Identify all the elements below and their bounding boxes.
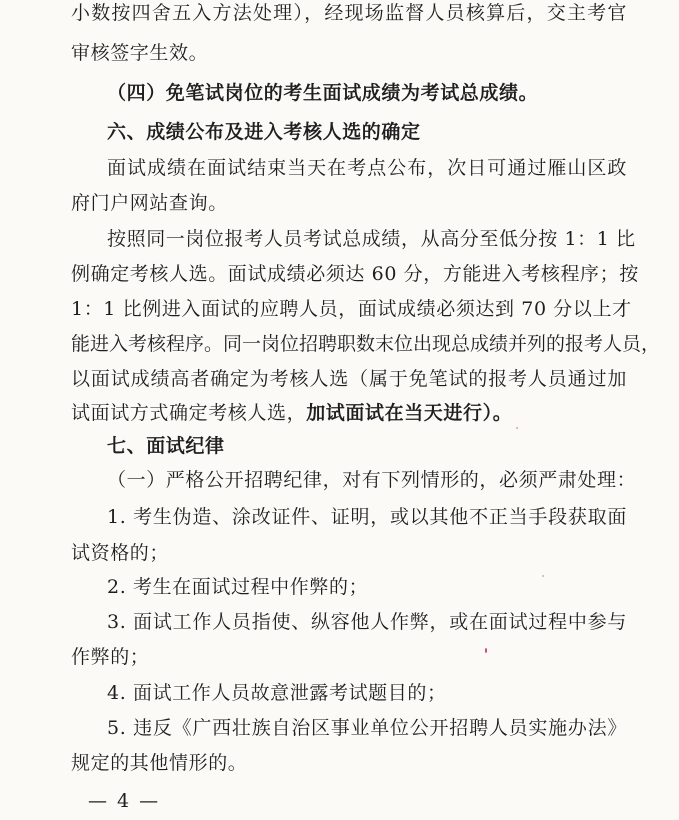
paragraph-line: 审核签字生效。 <box>71 42 209 64</box>
paragraph-line: 面试成绩在面试结束当天在考点公布，次日可通过雁山区政 <box>107 157 627 179</box>
ink-speck <box>516 427 518 429</box>
paragraph-line: 1：1 比例进入面试的应聘人员，面试成绩必须达到 70 分以上才 <box>71 298 632 320</box>
section-seven-heading: 七、面试纪律 <box>107 435 225 457</box>
paragraph-line: 例确定考核人选。面试成绩必须达 60 分，方能进入考核程序；按 <box>71 263 639 285</box>
list-item-line: 1. 考生伪造、涂改证件、证明，或以其他不正当手段获取面 <box>107 506 627 528</box>
paragraph-line: 能进入考核程序。同一岗位招聘职数末位出现总成绩并列的报考人员， <box>71 333 661 355</box>
ink-speck <box>542 575 544 577</box>
list-item-line: 作弊的； <box>71 646 150 668</box>
list-item-line: 4. 面试工作人员故意泄露考试题目的； <box>107 682 447 704</box>
bold-emphasis-text: 加试面试在当天进行）。 <box>306 402 513 424</box>
subsection-four-heading: （四）免笔试岗位的考生面试成绩为考试总成绩。 <box>107 82 539 104</box>
list-item-line: 规定的其他情形的。 <box>71 752 248 774</box>
paragraph-line: 按照同一岗位报考人员考试总成绩，从高分至低分按 1：1 比 <box>107 228 636 250</box>
list-item-line: 5. 违反《广西壮族自治区事业单位公开招聘人员实施办法》 <box>107 717 627 739</box>
paragraph-text: 试面试方式确定考核人选， <box>71 402 307 424</box>
paragraph-line: 小数按四舍五入方法处理），经现场监督人员核算后，交主考官 <box>71 2 627 24</box>
paragraph-line: 以面试成绩高者确定为考核人选（属于免笔试的报考人员通过加 <box>71 368 627 390</box>
list-item-line: 3. 面试工作人员指使、纵容他人作弊，或在面试过程中参与 <box>107 611 627 633</box>
list-item-line: 试资格的； <box>71 542 170 564</box>
paragraph-line <box>71 401 512 425</box>
list-item-line: 2. 考生在面试过程中作弊的； <box>107 576 369 598</box>
section-six-heading: 六、成绩公布及进入考核人选的确定 <box>107 121 421 143</box>
paragraph-line: 府门户网站查询。 <box>71 192 228 214</box>
paragraph-line: （一）严格公开招聘纪律，对有下列情形的，必须严肃处理： <box>107 469 637 491</box>
page-number: — 4 — <box>88 790 161 812</box>
ink-speck <box>485 648 487 653</box>
